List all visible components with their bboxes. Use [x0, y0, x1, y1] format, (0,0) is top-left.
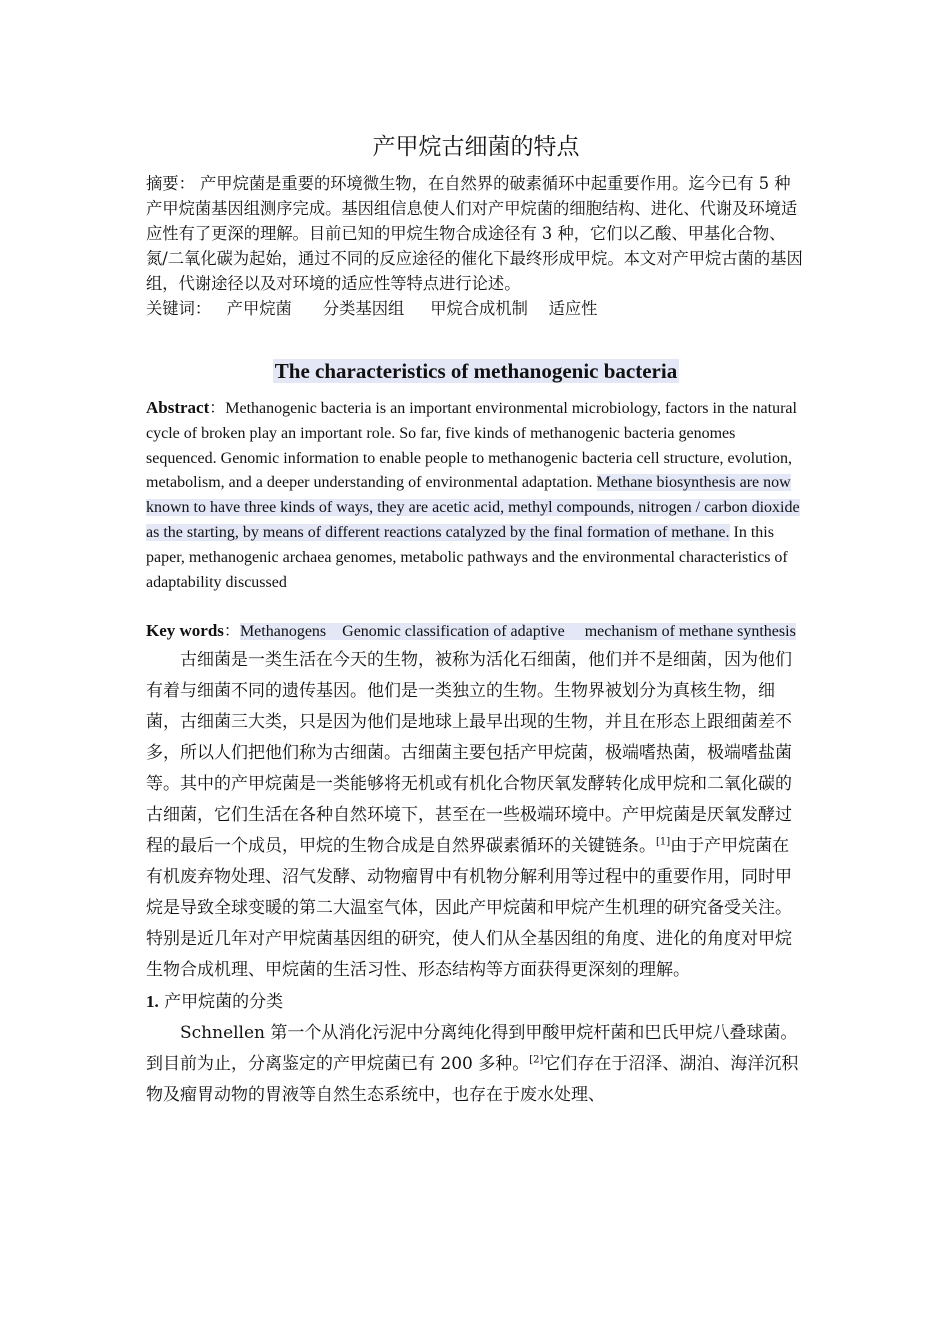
chinese-keywords-label: 关键词：: [146, 299, 212, 318]
english-keywords: [146, 619, 806, 645]
body-paragraph-1-a: 古细菌是一类生活在今天的生物，被称为活化石细菌，他们并不是细菌，因为他们有着与细菌不同的遗传基因。他们是一类独立的生物。生物界被划分为真核生物，细菌，古细菌三大类，只是因为他们是地球上最早出现的生物，并且在形态上跟细菌差不多，所以人们把他们称为古细菌。古细菌主要包括产甲烷菌，极端嗜热菌，极端嗜盐菌等。其中的产甲烷菌是一类能够将无机或有机化合物厌氧发酵转化成甲烷和二氧化碳的古细菌，它们生活在各种自然环境下，甚至在一些极端环境中。产甲烷菌是厌氧发酵过程的最后一个成员，甲烷的生物合成是自然界碳素循环的关键链条。: [146, 650, 792, 857]
body-paragraph-2-b: 它们存在于沼泽、湖泊、海洋沉积物及瘤胃动物的胃液等自然生态系统中，也存在于废水处理、: [146, 1054, 799, 1106]
english-keywords-text: Methanogens Genomic classification of adaptive mechanism of methane synthesis: [239, 623, 796, 641]
english-abstract-part1: Methanogenic bacteria is an important environmental microbiology, factors in the natural cycle of broken play an important role. So far, five kinds of methanogenic bacteria genomes sequenced. Genomic information to enable people to methanogenic bacteria cell structure, evolution, metabolism, and a deeper understanding of environmental adaptation.: [146, 400, 797, 492]
chinese-keyword-1: 产甲烷菌: [226, 299, 292, 318]
section-number: 1.: [146, 992, 159, 1012]
section-heading-1: [146, 986, 806, 1018]
english-title-wrap: [146, 359, 806, 384]
english-abstract-label: Abstract: [146, 398, 210, 417]
english-keywords-label: Key words: [146, 621, 224, 641]
body-paragraph-1: [146, 645, 806, 986]
chinese-title: 产甲烷古细菌的特点: [372, 134, 580, 160]
chinese-keyword-3: 甲烷合成机制: [430, 299, 528, 318]
english-abstract: [146, 396, 806, 595]
english-abstract-part3: In this paper, methanogenic archaea genomes, metabolic pathways and the environmental characteristics of adaptability discussed: [146, 523, 788, 591]
body-paragraph-2: [146, 1018, 806, 1111]
english-title: The characteristics of methanogenic bacteria: [274, 359, 678, 383]
body-paragraph-2-a: Schnellen 第一个从消化污泥中分离纯化得到甲酸甲烷杆菌和巴氏甲烷八叠球菌。到目前为止，分离鉴定的产甲烷菌已有 200 多种。: [146, 1023, 798, 1075]
section-title: 产甲烷菌的分类: [164, 992, 284, 1013]
chinese-keyword-4: 适应性: [548, 299, 598, 318]
chinese-abstract: 摘要： 产甲烷菌是重要的环境微生物，在自然界的破素循环中起重要作用。迄今已有 5 种产甲烷菌基因组测序完成。基因组信息使人们对产甲烷菌的细胞结构、进化、代谢及环境适应性有了更深的理解。目前已知的甲烷生物合成途径有 3 种，它们以乙酸、甲基化合物、氮/二氧化碳为起始，通过不同的反应途径的催化下最终形成甲烷。本文对产甲烷古菌的基因组，代谢途径以及对环境的适应性等特点进行论述。: [146, 174, 803, 293]
chinese-keyword-2: 分类基因组: [322, 299, 405, 318]
chinese-keywords: [146, 296, 806, 321]
citation-2: [2]: [529, 1054, 544, 1066]
english-keywords-sep: ：: [223, 623, 240, 641]
body-paragraph-1-b: 由于产甲烷菌在有机废弃物处理、沼气发酵、动物瘤胃中有机物分解利用等过程中的重要作用，同时甲烷是导致全球变暖的第二大温室气体，因此产甲烷菌和甲烷产生机理的研究备受关注。特别是近几年对产甲烷菌基因组的研究，使人们从全基因组的角度、进化的角度对甲烷生物合成机理、甲烷菌的生活习性、形态结构等方面获得更深刻的理解。: [146, 836, 792, 981]
document-page: [146, 128, 806, 1111]
english-abstract-part2: Methane biosynthesis are now known to have three kinds of ways, they are acetic acid, methyl compounds, nitrogen / carbon dioxide as the starting, by means of different reactions catalyzed by the final formation of methane.: [146, 474, 800, 541]
citation-1: [1]: [656, 836, 671, 848]
english-abstract-sep: ：: [209, 400, 226, 417]
